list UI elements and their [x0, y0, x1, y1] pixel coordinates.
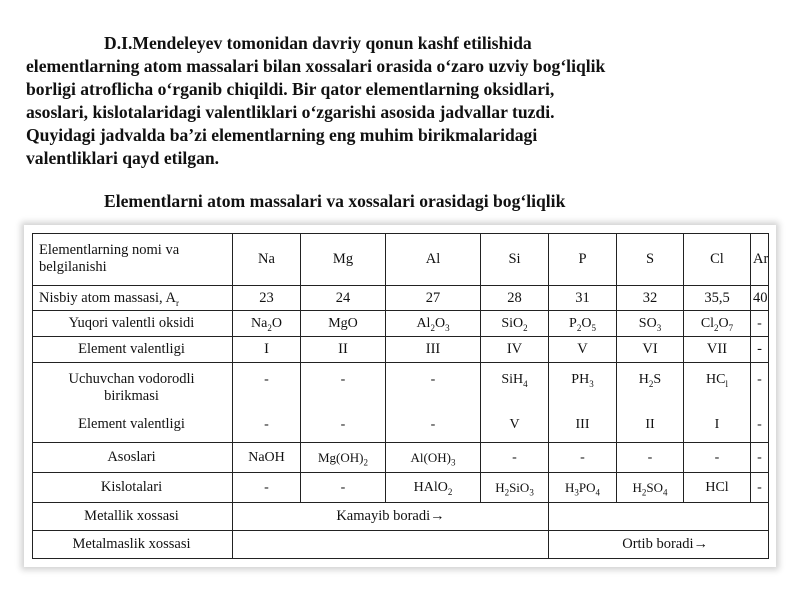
- mass-cell: 24: [301, 285, 386, 311]
- valence-cell: III: [386, 337, 481, 363]
- header-label-line: belgilanishi: [39, 259, 107, 276]
- element-cell: S: [617, 234, 684, 286]
- metallic-empty-cell: [549, 502, 769, 530]
- table-row: [33, 530, 769, 558]
- oxide-cell: $Cl_2O_7$: [684, 311, 751, 337]
- element-cell: Na: [233, 234, 301, 286]
- nonmetallic-label-cell: Metalmaslik xossasi: [33, 530, 233, 558]
- table-row: [33, 285, 769, 311]
- header-label-line: Elementlarning nomi va: [39, 242, 180, 259]
- base-cell: -: [751, 442, 769, 472]
- valence-cell: VI: [617, 337, 684, 363]
- acid-cell: -: [301, 472, 386, 502]
- nonmetallic-trend-cell: Ortib boradi→: [549, 530, 769, 558]
- mass-cell: 35,5: [684, 285, 751, 311]
- table-row: [33, 234, 769, 286]
- intro-line: borligi atroflicha o‘rganib chiqildi. Bir qator elementlarning oksidlari,: [26, 79, 555, 99]
- metallic-trend-cell: Kamayib boradi→: [233, 502, 549, 530]
- hydride-cell: - -: [301, 363, 386, 443]
- table-row: [33, 311, 769, 337]
- oxide-label-cell: Yuqori valentli oksidi: [33, 311, 233, 337]
- valence-cell: IV: [481, 337, 549, 363]
- acid-cell: $H_3PO_4$: [549, 472, 617, 502]
- acid-label-cell: Kislotalari: [33, 472, 233, 502]
- base-label-cell: Asoslari: [33, 442, 233, 472]
- element-cell: Cl: [684, 234, 751, 286]
- oxide-cell: SiO$_2$: [481, 311, 549, 337]
- table-card: [24, 225, 776, 567]
- intro-line: asoslari, kislotalaridagi valentliklari o‘zgarishi asosida jadvallar tuzdi.: [26, 102, 555, 122]
- base-cell: -: [481, 442, 549, 472]
- intro-line: Quyidagi jadvalda ba’zi elementlarning eng muhim birikmalaridagi: [26, 125, 538, 145]
- element-cell: Al: [386, 234, 481, 286]
- valence-cell: II: [301, 337, 386, 363]
- oxide-cell: MgO: [301, 311, 386, 337]
- table-row: [33, 363, 769, 443]
- oxide-cell: $Na_2O$: [233, 311, 301, 337]
- base-cell: $Al(OH)_3$: [386, 442, 481, 472]
- intro-line: elementlarning atom massalari bilan xossalari orasida o‘zaro uzviy bog‘liqlik: [26, 56, 606, 76]
- mass-cell: 31: [549, 285, 617, 311]
- intro-line: valentliklari qayd etilgan.: [26, 148, 220, 168]
- oxide-cell: -: [751, 311, 769, 337]
- acid-cell: HAlO$_2$: [386, 472, 481, 502]
- base-cell: $Mg(OH)_2$: [301, 442, 386, 472]
- hydride-cell: - -: [233, 363, 301, 443]
- oxide-cell: $SO_3$: [617, 311, 684, 337]
- intro-paragraph: [26, 32, 786, 170]
- hydride-cell: - -: [751, 363, 769, 443]
- header-label-cell: [33, 234, 233, 286]
- base-cell: NaOH: [233, 442, 301, 472]
- valence-cell: V: [549, 337, 617, 363]
- acid-cell: $H_2SO_4$: [617, 472, 684, 502]
- acid-cell: HCl: [684, 472, 751, 502]
- element-cell: Ar: [751, 234, 769, 286]
- valence-cell: VII: [684, 337, 751, 363]
- intro-line: D.I.Mendeleyev tomonidan davriy qonun kashf etilishida: [104, 33, 532, 53]
- mass-label-cell: Nisbiy atom massasi, $A_r$: [33, 285, 233, 311]
- oxide-cell: $P_2O_5$: [549, 311, 617, 337]
- mass-cell: 40: [751, 285, 769, 311]
- hydride-label-cell: Uchuvchan vodorodli birikmasi Element valentligi: [33, 363, 233, 443]
- mass-cell: 32: [617, 285, 684, 311]
- acid-cell: -: [233, 472, 301, 502]
- element-cell: Mg: [301, 234, 386, 286]
- base-cell: -: [617, 442, 684, 472]
- metallic-label-cell: Metallik xossasi: [33, 502, 233, 530]
- hydride-cell: - -: [386, 363, 481, 443]
- mass-cell: 23: [233, 285, 301, 311]
- valence-cell: I: [233, 337, 301, 363]
- element-cell: P: [549, 234, 617, 286]
- valence-cell: -: [751, 337, 769, 363]
- table-row: [33, 502, 769, 530]
- table-row: [33, 442, 769, 472]
- hydride-cell: $H_2S$ II: [617, 363, 684, 443]
- mass-cell: 27: [386, 285, 481, 311]
- hydride-cell: SiH$_4$ V: [481, 363, 549, 443]
- hydride-cell: $HC_l$ I: [684, 363, 751, 443]
- hydride-cell: $PH_3$ III: [549, 363, 617, 443]
- table-title: Elementlarni atom massalari va xossalari orasidagi bog‘liqlik: [104, 191, 566, 211]
- nonmetallic-empty-cell: [233, 530, 549, 558]
- oxide-cell: $Al_2O_3$: [386, 311, 481, 337]
- table-row: [33, 337, 769, 363]
- base-cell: -: [684, 442, 751, 472]
- acid-cell: $H_2SiO_3$: [481, 472, 549, 502]
- valence-label-cell: Element valentligi: [33, 337, 233, 363]
- acid-cell: -: [751, 472, 769, 502]
- base-cell: -: [549, 442, 617, 472]
- element-properties-table: [32, 233, 769, 559]
- element-cell: Si: [481, 234, 549, 286]
- mass-cell: 28: [481, 285, 549, 311]
- table-row: [33, 472, 769, 502]
